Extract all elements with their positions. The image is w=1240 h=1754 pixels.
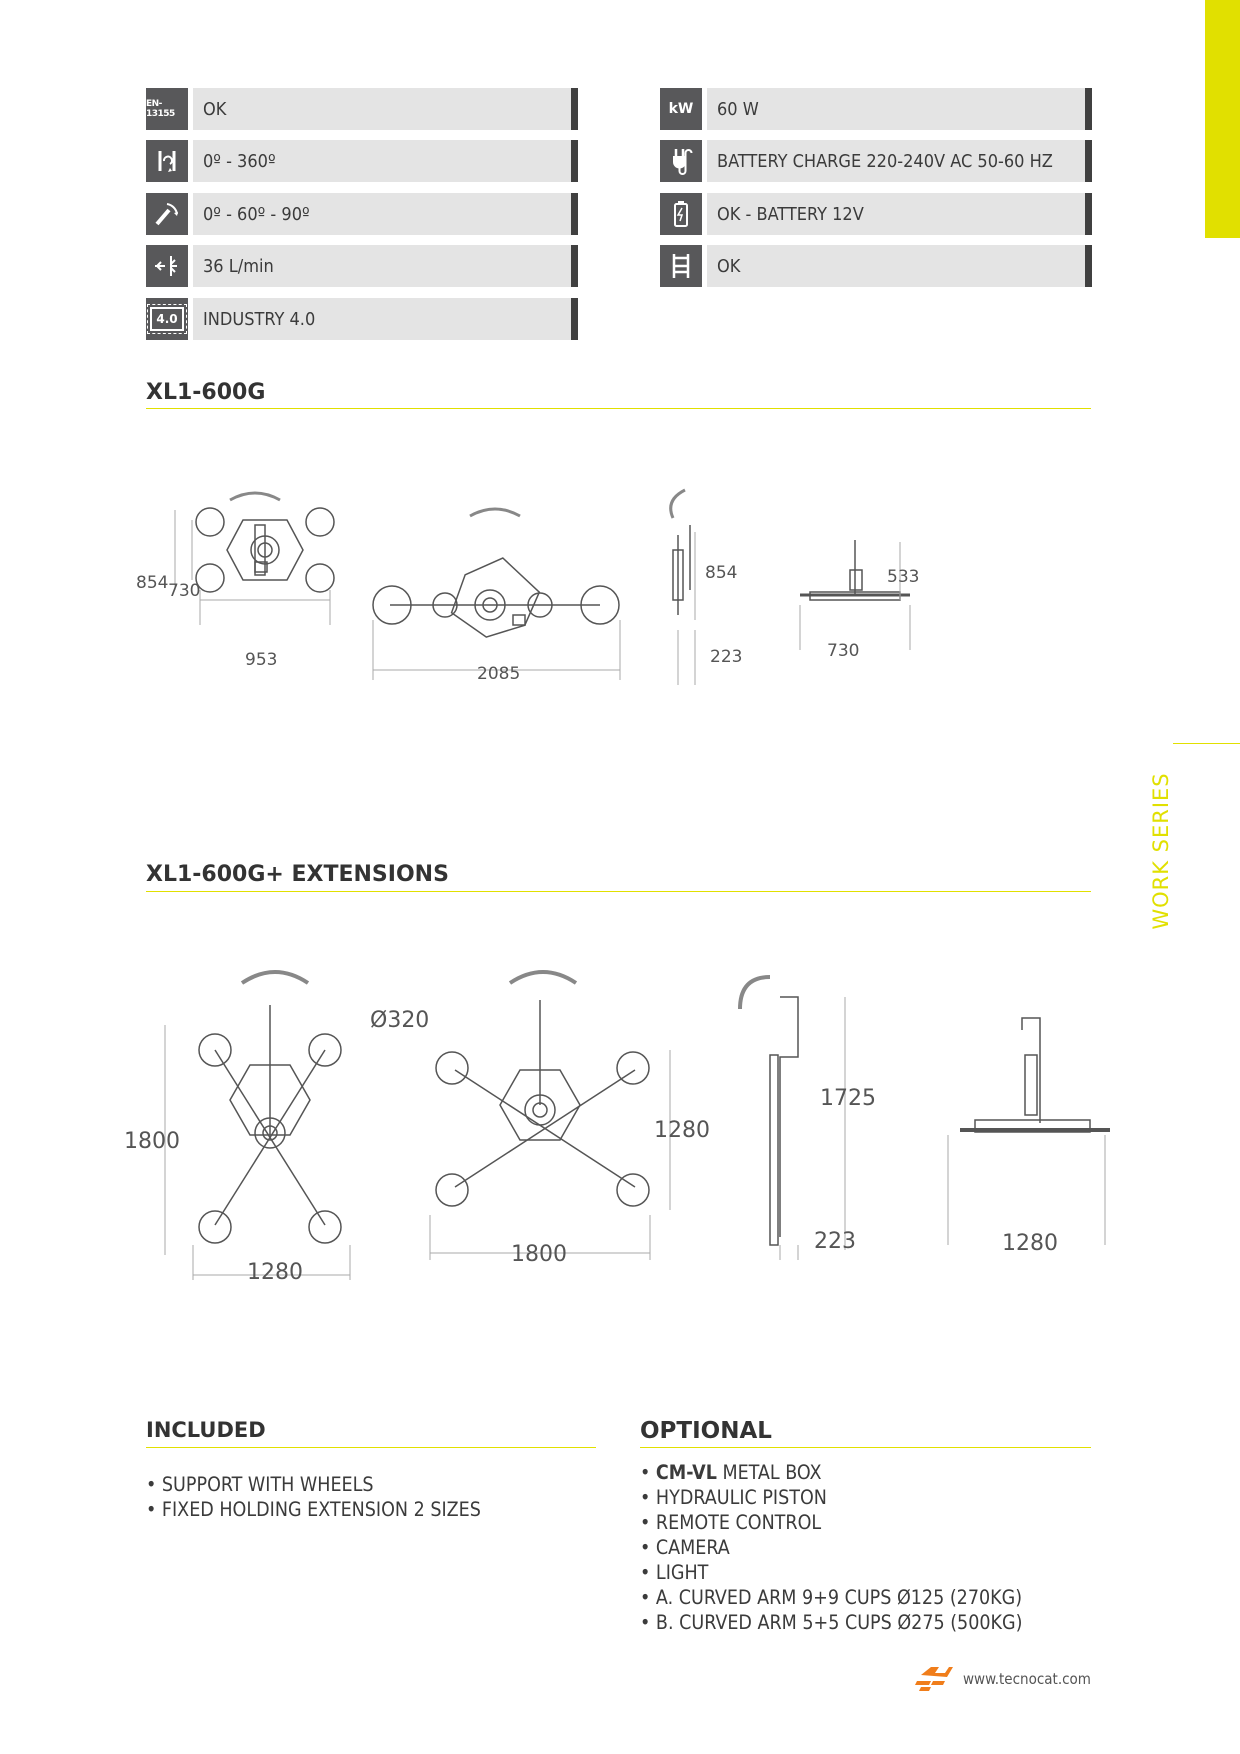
list-item: • A. CURVED ARM 9+9 CUPS Ø125 (270KG) xyxy=(640,1585,1022,1610)
included-list xyxy=(146,1472,481,1522)
dim-320: Ø320 xyxy=(370,1008,430,1033)
list-item: • B. CURVED ARM 5+5 CUPS Ø275 (500KG) xyxy=(640,1610,1022,1635)
airflow-icon xyxy=(146,245,188,287)
dim-1800-bottom: 1800 xyxy=(511,1242,567,1267)
list-item xyxy=(640,1460,1022,1485)
dim-1800: 1800 xyxy=(124,1129,180,1154)
spec-row-power xyxy=(660,88,1092,130)
spec-value: OK - BATTERY 12V xyxy=(707,193,1092,235)
spec-value: OK xyxy=(193,88,578,130)
dim-533: 533 xyxy=(887,567,920,587)
spec-row-rotation xyxy=(146,140,578,182)
included-rule xyxy=(146,1447,596,1448)
spec-row-charger xyxy=(660,140,1092,182)
dim-854: 854 xyxy=(136,573,169,593)
spec-row-industry xyxy=(146,298,578,340)
optional-title: OPTIONAL xyxy=(640,1418,772,1444)
series-label: WORK SERIES xyxy=(1149,772,1173,930)
plug-icon xyxy=(660,140,702,182)
cm-vl-text: METAL BOX xyxy=(716,1461,822,1484)
dim-730: 730 xyxy=(168,581,201,601)
list-item: • CAMERA xyxy=(640,1535,1022,1560)
included-title: INCLUDED xyxy=(146,1418,266,1442)
spec-value: OK xyxy=(707,245,1092,287)
section-rule xyxy=(146,891,1091,892)
list-item: • HYDRAULIC PISTON xyxy=(640,1485,1022,1510)
list-item: • LIGHT xyxy=(640,1560,1022,1585)
dim-1280: 1280 xyxy=(247,1260,303,1285)
power-icon: kW xyxy=(660,88,702,130)
tecnocat-logo-icon xyxy=(915,1665,955,1693)
spec-row-stand xyxy=(660,245,1092,287)
section-title-extensions: XL1-600G+ EXTENSIONS xyxy=(146,862,449,887)
stand-icon xyxy=(660,245,702,287)
battery-icon xyxy=(660,193,702,235)
spec-row-airflow xyxy=(146,245,578,287)
list-item: • REMOTE CONTROL xyxy=(640,1510,1022,1535)
dim-2085: 2085 xyxy=(477,664,521,684)
dim-854-side: 854 xyxy=(705,563,738,583)
side-divider xyxy=(1173,743,1240,744)
footer xyxy=(915,1665,1091,1693)
spec-row-standard xyxy=(146,88,578,130)
dim-953: 953 xyxy=(245,650,278,670)
footer-url[interactable]: www.tecnocat.com xyxy=(963,1670,1091,1688)
rotation-icon xyxy=(146,140,188,182)
spec-value: 0º - 60º - 90º xyxy=(193,193,578,235)
dim-1280-side: 1280 xyxy=(654,1118,710,1143)
dim-223: 223 xyxy=(710,647,743,667)
dim-730-front: 730 xyxy=(827,641,860,661)
optional-list xyxy=(640,1460,1022,1635)
spec-row-battery xyxy=(660,193,1092,235)
spec-value: INDUSTRY 4.0 xyxy=(193,298,578,340)
spec-value: 36 L/min xyxy=(193,245,578,287)
section-rule xyxy=(146,408,1091,409)
dim-1280-front: 1280 xyxy=(1002,1231,1058,1256)
list-item: • SUPPORT WITH WHEELS xyxy=(146,1472,481,1497)
xl1-600g-drawings xyxy=(130,480,930,700)
spec-value: BATTERY CHARGE 220-240V AC 50-60 HZ xyxy=(707,140,1092,182)
section-title-xl1-600g: XL1-600G xyxy=(146,380,266,405)
list-item: • FIXED HOLDING EXTENSION 2 SIZES xyxy=(146,1497,481,1522)
spec-value: 60 W xyxy=(707,88,1092,130)
spec-row-tilt xyxy=(146,193,578,235)
accent-bar xyxy=(1205,0,1240,238)
en-standard-icon: EN-13155 xyxy=(146,88,188,130)
dim-1725: 1725 xyxy=(820,1086,876,1111)
spec-value: 0º - 360º xyxy=(193,140,578,182)
optional-rule xyxy=(640,1447,1091,1448)
tilt-icon xyxy=(146,193,188,235)
industry-icon: 4.0 xyxy=(146,298,188,340)
dim-223: 223 xyxy=(814,1229,856,1254)
cm-vl-label: CM-VL xyxy=(655,1461,717,1484)
extensions-drawings xyxy=(124,955,1130,1295)
